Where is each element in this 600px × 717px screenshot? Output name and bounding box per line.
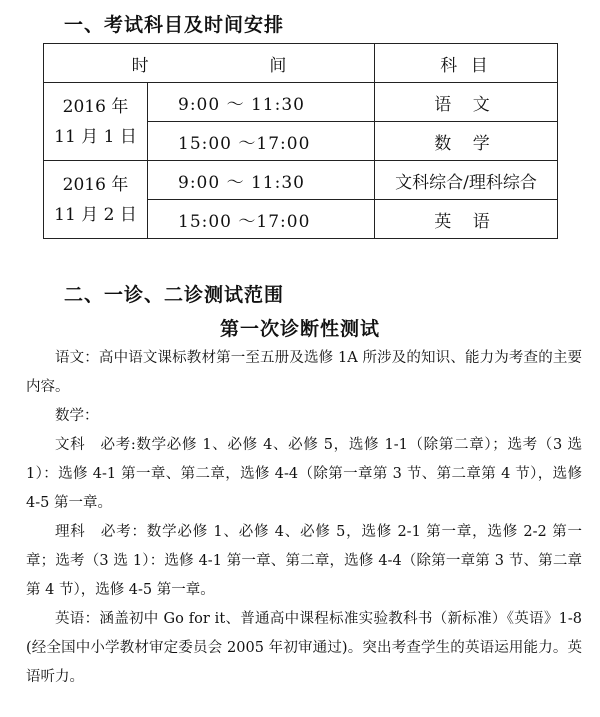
time-cell: 15:00 ～17:00: [148, 200, 375, 239]
subject-cell: 文科综合/理科综合: [375, 161, 558, 200]
date-year: 2016 年: [62, 174, 129, 195]
header-subject: 科 目: [375, 44, 558, 83]
document-title: 第一次诊断性测试: [219, 318, 380, 340]
paragraph-chinese: 语文：高中语文课标教材第一至五册及选修 1A 所涉及的知识、能力为考查的主要内容。: [26, 350, 582, 395]
date-cell-day2: [44, 161, 148, 239]
section-heading-scope: 二、一诊、二诊测试范围: [64, 284, 285, 306]
date-cell-day1: [44, 83, 148, 161]
time-cell: 15:00 ～17:00: [148, 122, 375, 161]
body-text: [26, 344, 582, 692]
table-row: [44, 83, 558, 122]
section-heading-schedule: 一、考试科目及时间安排: [64, 14, 285, 36]
subject-cell: 数 学: [375, 122, 558, 161]
subject-cell: 英 语: [375, 200, 558, 239]
date-day: 11 月 1 日: [54, 126, 137, 147]
paragraph-math-arts: 文科 必考:数学必修 1、必修 4、必修 5，选修 1-1（除第二章）；选考（3 选 1）：选修 4-1 第一章、第二章，选修 4-4（除第一章第 3 节、第二章第 4 节），选修 4-5 第一章。: [26, 437, 582, 511]
header-time-left: 时: [131, 55, 149, 76]
header-time-right: 间: [269, 55, 287, 76]
paragraph-math-science: 理科 必考：数学必修 1、必修 4、必修 5，选修 2-1 第一章，选修 2-2 第一章；选考（3 选 1）：选修 4-1 第一章、第二章，选修 4-4（除第一章第 3 节、第二章第 4 节），选修 4-5 第一章。: [26, 524, 582, 598]
paragraph-math-label: 数学：: [55, 408, 99, 424]
table-row: [44, 161, 558, 200]
subject-cell: 语 文: [375, 83, 558, 122]
header-time: [44, 44, 375, 83]
date-year: 2016 年: [62, 96, 129, 117]
paragraph-english: 英语：涵盖初中 Go for it、普通高中课程标准实验教科书（新标准）《英语》1-8 (经全国中小学教材审定委员会 2005 年初审通过)。突出考查学生的英语运用能力。英语听力。: [26, 611, 582, 685]
date-day: 11 月 2 日: [54, 204, 137, 225]
time-cell: 9:00 ～ 11:30: [148, 161, 375, 200]
table-header-row: [44, 44, 558, 83]
time-cell: 9:00 ～ 11:30: [148, 83, 375, 122]
exam-schedule-table: [43, 43, 558, 239]
